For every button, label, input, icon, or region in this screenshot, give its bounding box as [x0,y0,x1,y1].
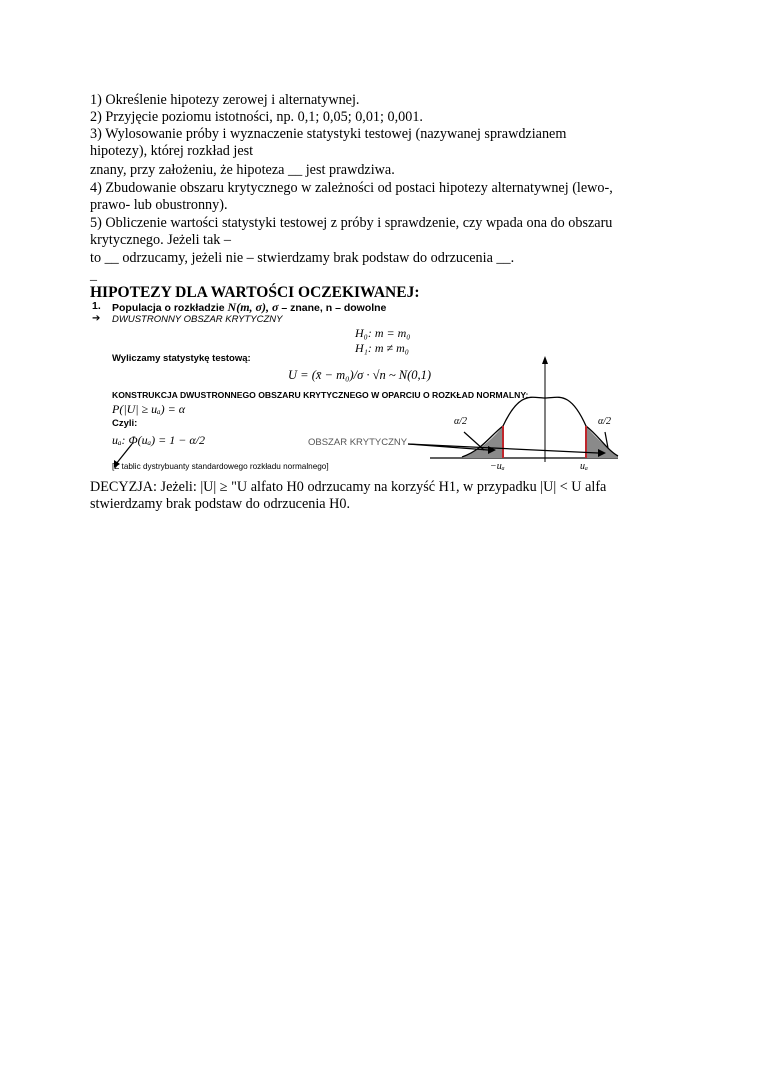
alpha-half-left: α/2 [454,416,468,427]
item-title-math: N(m, σ), σ [227,300,279,314]
step-3: 3) Wylosowanie próby i wyznaczenie statystyki testowej (nazywanej sprawdzianem [90,126,567,142]
construction-label: KONSTRUKCJA DWUSTRONNEGO OBSZARU KRYTYCZNEGO W OPARCIU O ROZKŁAD NORMALNY: [112,390,529,400]
neg-ua-tick: −uₐ [490,461,505,472]
step-3-cont: hipotezy), której rozkład jest [90,143,254,159]
step-1: 1) Określenie hipotezy zerowej i alternatywnej. [90,92,360,108]
item-title-prefix: Populacja o rozkładzie [112,302,228,314]
critical-region-label: OBSZAR KRYTYCZNY [308,437,408,448]
step-4-cont: prawo- lub obustronny). [90,197,228,213]
step-5: 5) Obliczenie wartości statystyki testowej z próby i sprawdzenie, czy wpada ona do obszaru [90,215,613,231]
decision-line-1: DECYZJA: Jeżeli: |U| ≥ "U alfato H0 odrzucamy na korzyść H1, w przypadku |U| < U alfa [90,479,607,495]
arrow-bullet-icon: ➔ [92,313,101,324]
two-sided-label: DWUSTRONNY OBSZAR KRYTYCZNY [112,314,283,325]
item-number: 1. [92,300,101,312]
probability-formula: P(|U| ≥ uₐ) = α [112,402,186,416]
step-5-cont: krytycznego. Jeżeli tak – [90,232,232,248]
alternative-hypothesis: H₁: m ≠ m₀ [355,341,409,355]
statistic-formula: U = (x̄ − m₀)/σ · √n ~ N(0,1) [288,368,432,382]
item-title-suffix: – znane, n – dowolne [278,302,387,314]
decision-line-2: stwierdzamy brak podstaw do odrzucenia H0. [90,496,351,512]
statistic-label: Wyliczamy statystykę testową: [112,353,251,364]
tables-note: [Z tablic dystrybuanty standardowego rozkładu normalnego] [112,462,329,471]
ua-formula: uₐ: Φ(uₐ) = 1 − α/2 [112,433,205,447]
item-title [112,300,386,315]
step-5-cont-2: to __ odrzucamy, jeżeli nie – stwierdzamy brak podstaw do odrzucenia __. [90,250,515,266]
pos-ua-tick: uₐ [580,461,588,472]
step-4: 4) Zbudowanie obszaru krytycznego w zależności od postaci hipotezy alternatywnej (lewo-, [90,180,613,196]
figure-graphics [90,298,620,478]
y-axis-arrowhead [542,356,548,364]
alpha-half-right: α/2 [598,416,612,427]
hypothesis-figure [90,298,620,478]
null-hypothesis: H₀: m = m₀ [355,326,411,340]
stray-underscore: _ [90,268,97,283]
step-2: 2) Przyjęcie poziomu istotności, np. 0,1; 0,05; 0,01; 0,001. [90,109,423,125]
czyli-label: Czyli: [112,418,138,429]
step-3-cont-2: znany, przy założeniu, że hipoteza __ jest prawdziwa. [90,162,395,178]
section-heading: HIPOTEZY DLA WARTOŚCI OCZEKIWANEJ: [90,284,420,301]
